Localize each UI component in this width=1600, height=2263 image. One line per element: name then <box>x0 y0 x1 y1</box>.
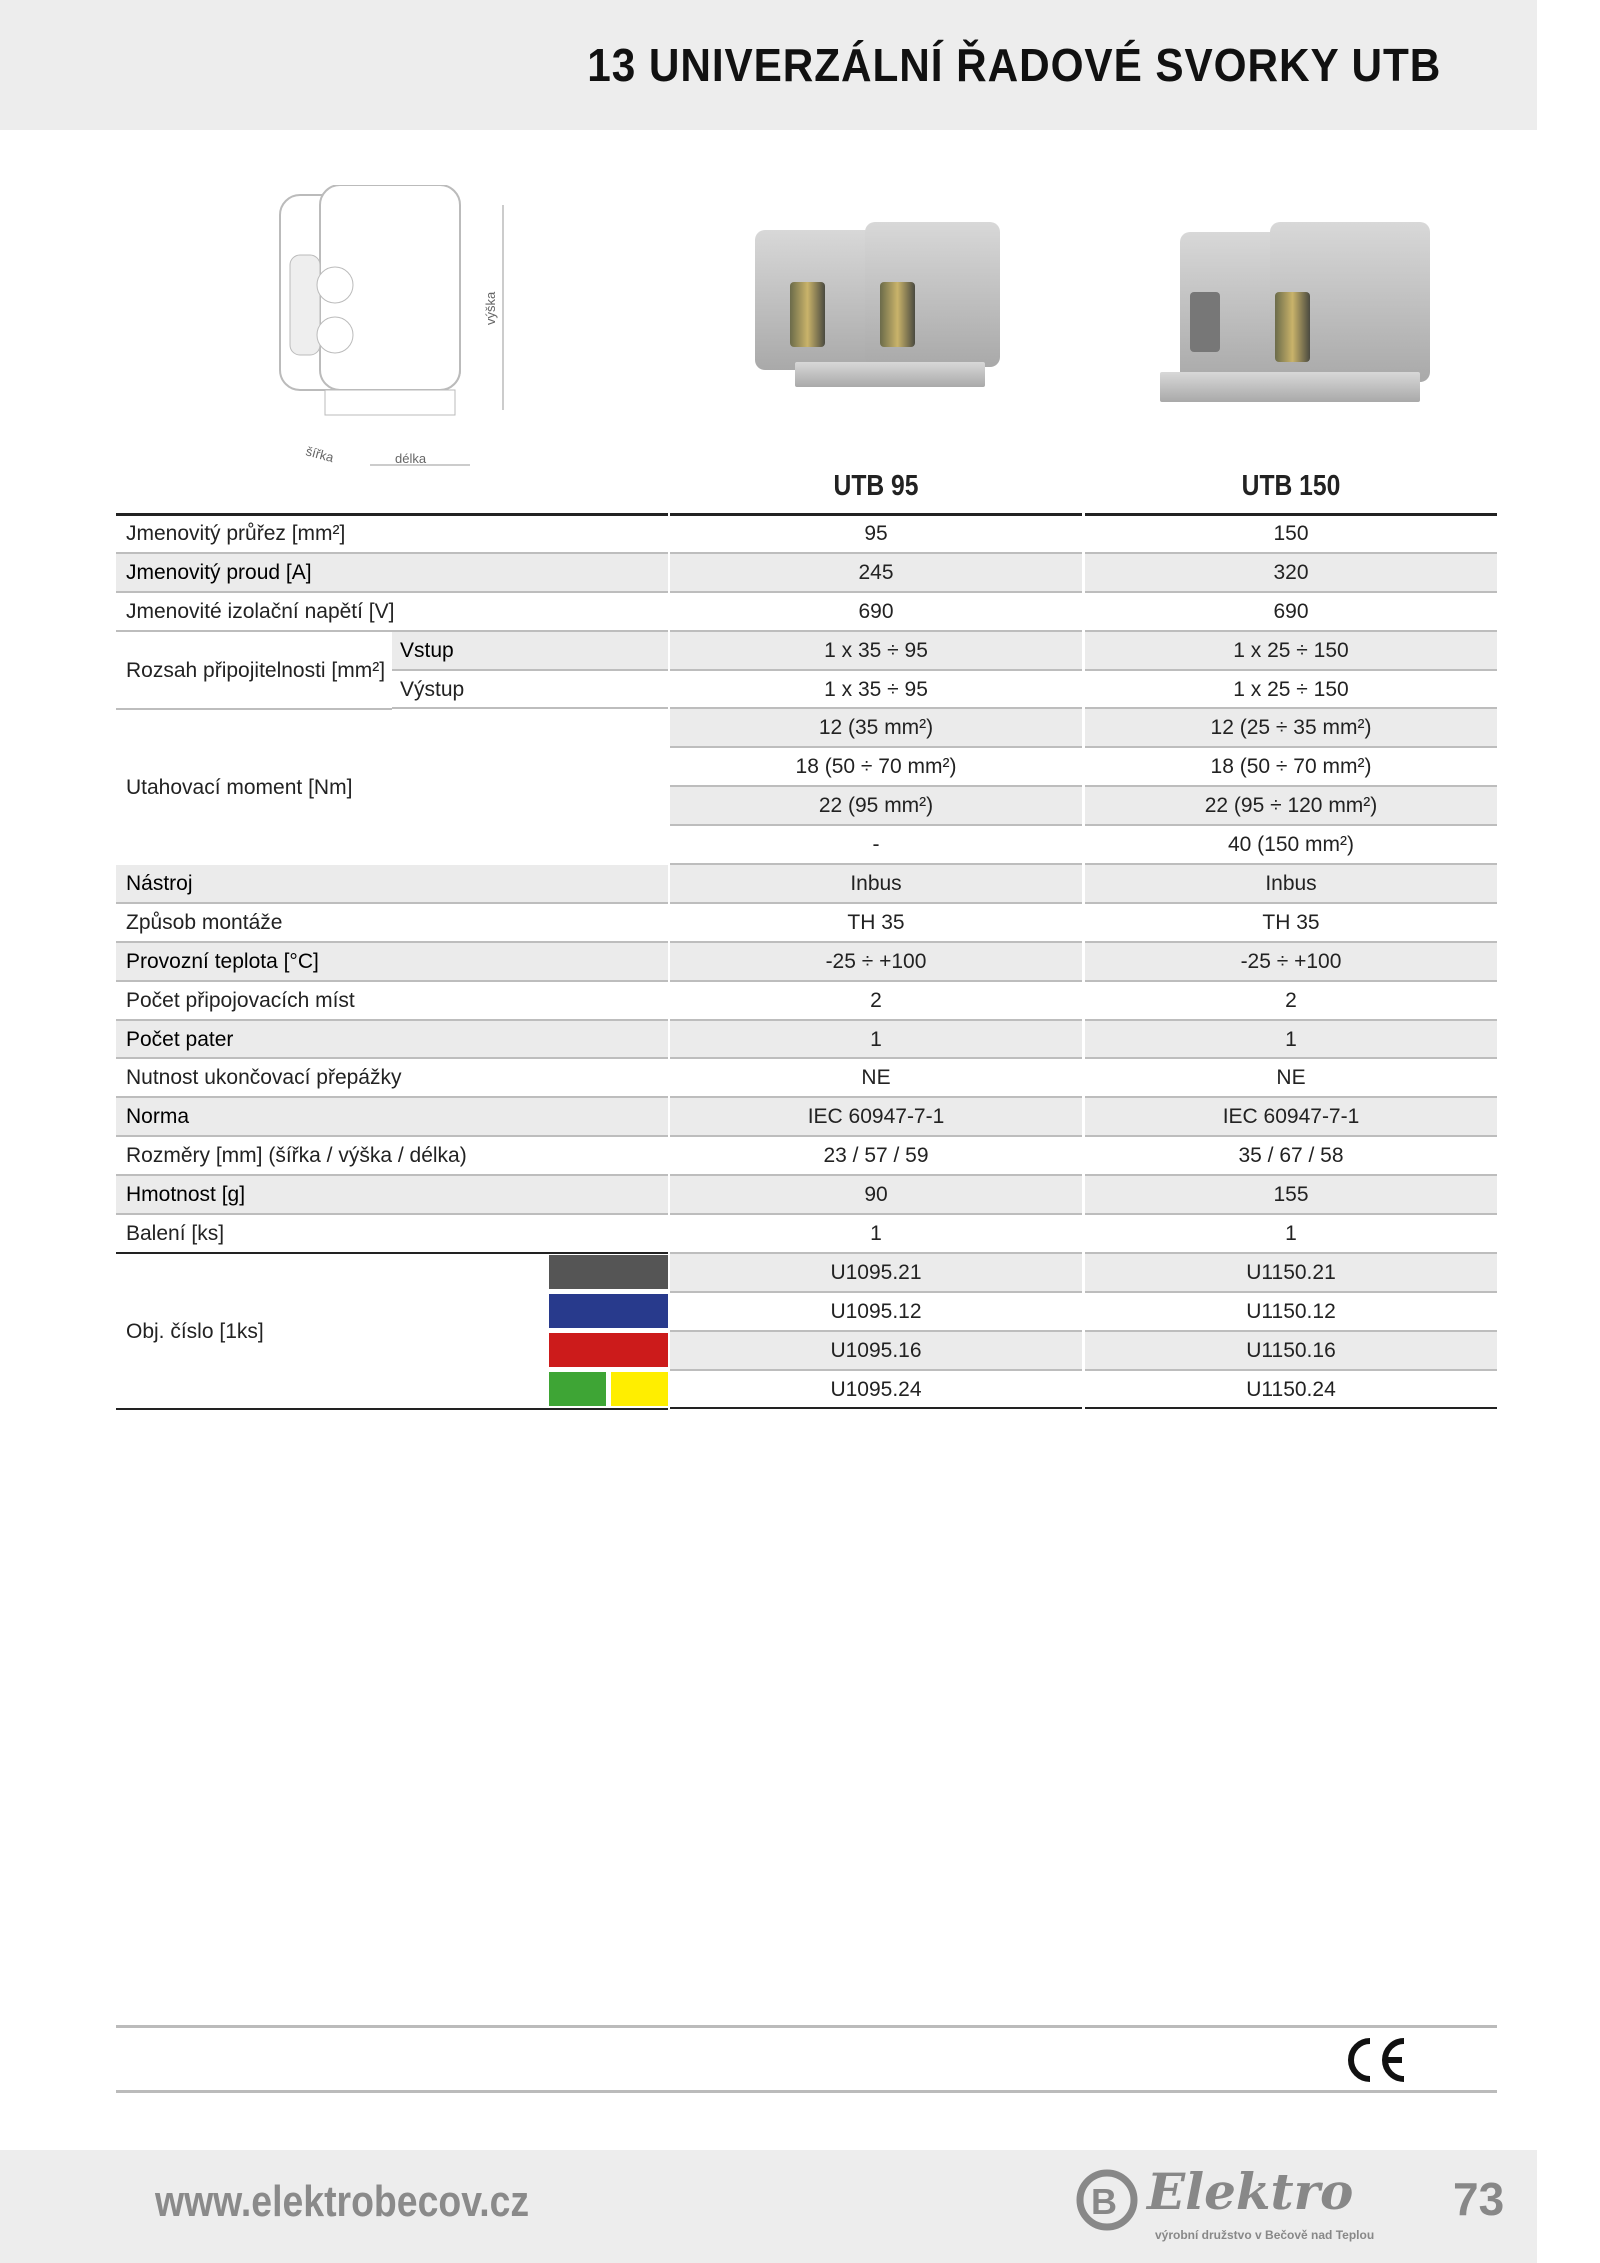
utb150-value: U1150.21 <box>1085 1254 1497 1293</box>
utb95-value: 22 (95 mm²) <box>670 787 1082 826</box>
utb95-value: 2 <box>670 982 1082 1021</box>
utb150-value: Inbus <box>1085 865 1497 904</box>
utb95-value: -25 ÷ +100 <box>670 943 1082 982</box>
utb150-value: 1 x 25 ÷ 150 <box>1085 632 1497 671</box>
ce-mark <box>1340 2035 1410 2085</box>
divider <box>116 2090 1497 2093</box>
table-row <box>116 865 1497 904</box>
row-label: Výstup <box>392 671 668 710</box>
utb150-value: 2 <box>1085 982 1497 1021</box>
utb150-value: 12 (25 ÷ 35 mm²) <box>1085 709 1497 748</box>
torque-group-label: Utahovací moment [Nm] <box>116 710 668 864</box>
utb95-value: 690 <box>670 593 1082 632</box>
order-group-label: Obj. číslo [1ks] <box>116 1254 546 1408</box>
dimension-drawing <box>270 185 520 475</box>
utb95-value: 245 <box>670 554 1082 593</box>
utb95-value: U1095.21 <box>670 1254 1082 1293</box>
divider <box>116 2025 1497 2028</box>
table-row <box>116 1021 1497 1060</box>
svg-text:B: B <box>1091 2181 1117 2222</box>
column-header-utb150: UTB 150 <box>1241 470 1341 502</box>
utb95-value: NE <box>670 1059 1082 1098</box>
utb150-value: 22 (95 ÷ 120 mm²) <box>1085 787 1497 826</box>
color-swatch-red <box>549 1333 668 1367</box>
row-label: Počet pater <box>116 1021 668 1060</box>
color-swatch-yellow <box>611 1372 668 1406</box>
utb150-value: 690 <box>1085 593 1497 632</box>
utb150-value: 320 <box>1085 554 1497 593</box>
utb95-value: - <box>670 826 1082 865</box>
utb95-value: 18 (50 ÷ 70 mm²) <box>670 748 1082 787</box>
utb95-value: IEC 60947-7-1 <box>670 1098 1082 1137</box>
utb150-value: U1150.16 <box>1085 1332 1497 1371</box>
elektro-emblem-icon <box>1075 2168 1145 2238</box>
column-header-utb95: UTB 95 <box>833 470 919 502</box>
table-row <box>116 1137 1497 1176</box>
row-label: Provozní teplota [°C] <box>116 943 668 982</box>
elektro-logo: B Elektro výrobní družstvo v Bečově nad Teplou <box>1075 2160 1395 2250</box>
page-header <box>0 0 1537 130</box>
row-label: Vstup <box>392 632 668 671</box>
utb150-value: U1150.12 <box>1085 1293 1497 1332</box>
product-photo-utb95 <box>755 222 1000 392</box>
utb150-value: 1 <box>1085 1215 1497 1254</box>
table-row <box>116 515 1497 554</box>
utb95-value: 12 (35 mm²) <box>670 709 1082 748</box>
row-label: Způsob montáže <box>116 904 668 943</box>
row-label: Hmotnost [g] <box>116 1176 668 1215</box>
table-row <box>116 1059 1497 1098</box>
utb150-value: 1 <box>1085 1021 1497 1060</box>
color-swatch-grey <box>549 1255 668 1289</box>
table-row <box>116 1176 1497 1215</box>
row-label: Nástroj <box>116 865 668 904</box>
utb150-value: TH 35 <box>1085 904 1497 943</box>
length-label: délka <box>395 451 427 466</box>
row-label: Jmenovitý proud [A] <box>116 554 668 593</box>
range-group-label: Rozsah připojitelnosti [mm²] <box>116 632 390 708</box>
utb150-value: IEC 60947-7-1 <box>1085 1098 1497 1137</box>
website-link[interactable]: www.elektrobecov.cz <box>155 2177 530 2226</box>
table-row <box>116 1215 1497 1254</box>
utb95-value: U1095.16 <box>670 1332 1082 1371</box>
utb150-value: -25 ÷ +100 <box>1085 943 1497 982</box>
utb95-value: TH 35 <box>670 904 1082 943</box>
utb150-value: U1150.24 <box>1085 1371 1497 1410</box>
row-label: Jmenovitý průřez [mm²] <box>116 515 668 554</box>
utb95-value: 90 <box>670 1176 1082 1215</box>
utb95-value: U1095.24 <box>670 1371 1082 1410</box>
table-row <box>116 1098 1497 1137</box>
utb150-value: 150 <box>1085 515 1497 554</box>
row-label: Počet připojovacích míst <box>116 982 668 1021</box>
width-label: šířka <box>304 443 336 466</box>
utb95-value: 1 <box>670 1021 1082 1060</box>
brand-subtitle: výrobní družstvo v Bečově nad Teplou <box>1155 2228 1375 2242</box>
utb150-value: NE <box>1085 1059 1497 1098</box>
table-row <box>116 943 1497 982</box>
utb150-value: 18 (50 ÷ 70 mm²) <box>1085 748 1497 787</box>
color-swatch-green <box>549 1372 606 1406</box>
page-title: 13 UNIVERZÁLNÍ ŘADOVÉ SVORKY UTB <box>586 39 1441 91</box>
spec-table <box>116 515 1497 1409</box>
utb150-value: 40 (150 mm²) <box>1085 826 1497 865</box>
product-photo-utb150 <box>1160 222 1430 407</box>
table-row <box>116 982 1497 1021</box>
utb95-value: 1 <box>670 1215 1082 1254</box>
table-row <box>116 554 1497 593</box>
utb95-value: 1 x 35 ÷ 95 <box>670 632 1082 671</box>
page-number: 73 <box>1453 2173 1505 2225</box>
utb150-value: 155 <box>1085 1176 1497 1215</box>
utb95-value: 1 x 35 ÷ 95 <box>670 671 1082 710</box>
row-label: Norma <box>116 1098 668 1137</box>
row-label: Nutnost ukončovací přepážky <box>116 1059 668 1098</box>
table-row <box>116 904 1497 943</box>
row-label: Jmenovité izolační napětí [V] <box>116 593 668 632</box>
utb95-value: U1095.12 <box>670 1293 1082 1332</box>
utb150-value: 35 / 67 / 58 <box>1085 1137 1497 1176</box>
row-label: Rozměry [mm] (šířka / výška / délka) <box>116 1137 668 1176</box>
utb95-value: Inbus <box>670 865 1082 904</box>
utb95-value: 23 / 57 / 59 <box>670 1137 1082 1176</box>
color-swatch-blue <box>549 1294 668 1328</box>
height-label: výška <box>483 291 498 325</box>
row-label: Balení [ks] <box>116 1215 668 1254</box>
utb150-value: 1 x 25 ÷ 150 <box>1085 671 1497 710</box>
table-row <box>116 593 1497 632</box>
utb95-value: 95 <box>670 515 1082 554</box>
